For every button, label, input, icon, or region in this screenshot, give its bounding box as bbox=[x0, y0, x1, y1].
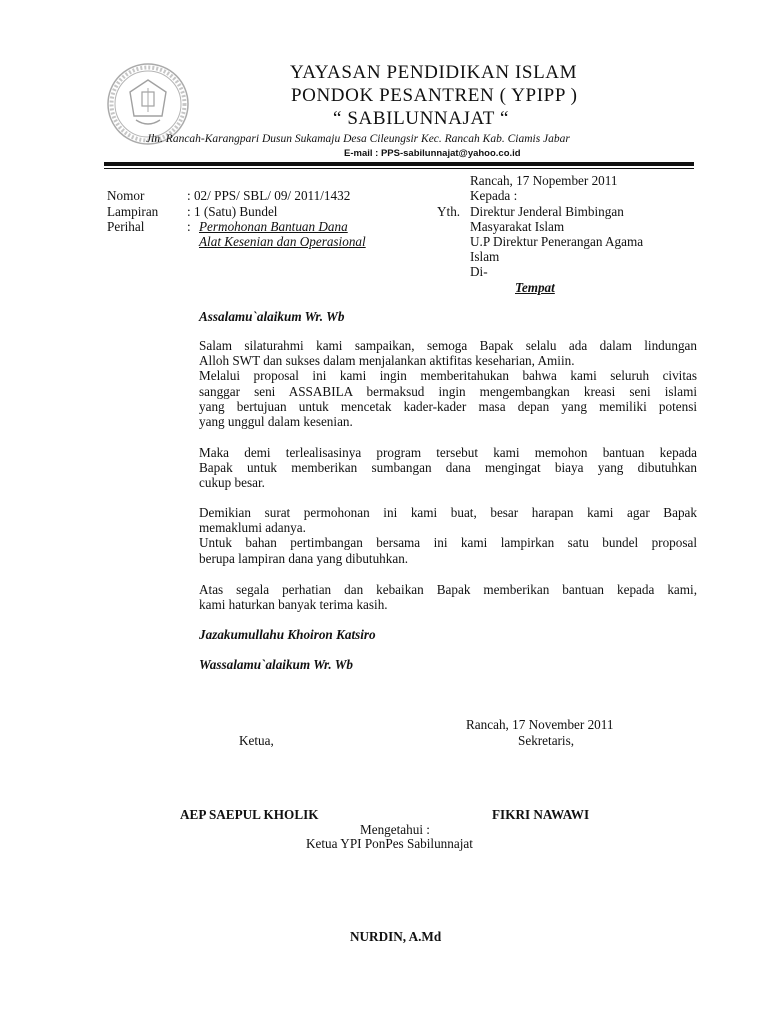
signature-date: Rancah, 17 November 2011 bbox=[466, 717, 614, 732]
org-name-line3: “ SABILUNNAJAT “ bbox=[333, 108, 510, 129]
nomor-label: Nomor bbox=[107, 188, 145, 203]
lampiran-label: Lampiran bbox=[107, 204, 159, 219]
body-line: memaklumi adanya. bbox=[199, 520, 306, 536]
recipient-place: Tempat bbox=[515, 280, 555, 295]
recipient-line4: Islam bbox=[470, 249, 500, 264]
body-line: Untuk bahan pertimbangan bersama ini kami lampirkan satu bundel proposal bbox=[199, 535, 697, 551]
recipient-kepada: Kepada : bbox=[470, 188, 518, 203]
ketua-label: Ketua, bbox=[239, 733, 274, 748]
body-line: Alloh SWT dan sukses dalam menjalankan aktifitas keseharian, Amiin. bbox=[199, 353, 575, 369]
header-rule-thick bbox=[104, 162, 694, 166]
body-line: Maka demi terlealisasinya program tersebut kami memohon bantuan kepada bbox=[199, 445, 697, 460]
body-line: Atas segala perhatian dan kebaikan Bapak memberikan bantuan kepada kami, bbox=[199, 582, 697, 597]
body-line: Salam silaturahmi kami sampaikan, semoga Bapak selalu ada dalam lindungan bbox=[199, 338, 697, 353]
recipient-line5: Di- bbox=[470, 264, 488, 279]
perihal-line2: Alat Kesenian dan Operasional bbox=[199, 234, 366, 249]
perihal-label: Perihal bbox=[107, 219, 145, 234]
org-name-line1: YAYASAN PENDIDIKAN ISLAM bbox=[290, 62, 578, 83]
recipient-line3: U.P Direktur Penerangan Agama bbox=[470, 234, 644, 249]
org-name-line2: PONDOK PESANTREN ( YPIPP ) bbox=[291, 85, 578, 106]
paragraph-6 bbox=[199, 582, 697, 612]
org-email: E-mail : PPS-sabilunnajat@yahoo.co.id bbox=[344, 148, 521, 159]
sekretaris-name: FIKRI NAWAWI bbox=[492, 807, 590, 822]
body-line: yang bertujuan untuk mencetak kader-kader masa depan yang memiliki potensi bbox=[199, 398, 697, 414]
body-line: berupa lampiran dana yang dibutuhkan. bbox=[199, 550, 409, 566]
recipient-line2: Masyarakat Islam bbox=[470, 219, 565, 234]
paragraph-1-2 bbox=[199, 338, 697, 429]
body-line: kami haturkan banyak terima kasih. bbox=[199, 597, 388, 613]
body-line: sanggar seni ASSABILA bermaksud ingin mengembangkan kreasi seni islami bbox=[199, 383, 697, 399]
closing-salutation: Wassalamu`alaikum Wr. Wb bbox=[199, 657, 354, 672]
sekretaris-label: Sekretaris, bbox=[518, 733, 575, 748]
body-line: Melalui proposal ini kami ingin memberitahukan bahwa kami seluruh civitas bbox=[199, 368, 697, 384]
ketua-ypi-name: NURDIN, A.Md bbox=[350, 929, 442, 944]
body-line: cukup besar. bbox=[199, 475, 265, 491]
lampiran-value: : 1 (Satu) Bundel bbox=[187, 204, 278, 219]
closing-prayer: Jazakumullahu Khoiron Katsiro bbox=[199, 627, 376, 642]
paragraph-4-5 bbox=[199, 505, 697, 566]
perihal-colon: : bbox=[187, 219, 191, 234]
ketua-ypi-label: Ketua YPI PonPes Sabilunnajat bbox=[306, 836, 473, 851]
recipient-yth: Yth. bbox=[437, 204, 461, 219]
body-line: yang unggul dalam kesenian. bbox=[199, 414, 353, 430]
body-line: Bapak untuk memberikan sumbangan dana mengingat biaya yang dibutuhkan bbox=[199, 460, 697, 476]
org-address: Jln. Rancah-Karangpari Dusun Sukamaju Desa Cileungsir Kec. Rancah Kab. Ciamis Jabar bbox=[146, 133, 570, 145]
letter-date: Rancah, 17 Nopember 2011 bbox=[470, 173, 618, 188]
body-line: Demikian surat permohonan ini kami buat, besar harapan kami agar Bapak bbox=[199, 505, 697, 520]
mengetahui-label: Mengetahui : bbox=[360, 822, 430, 837]
paragraph-3 bbox=[199, 445, 697, 491]
recipient-line1: Direktur Jenderal Bimbingan bbox=[470, 204, 624, 219]
nomor-value: : 02/ PPS/ SBL/ 09/ 2011/1432 bbox=[187, 188, 351, 203]
greeting: Assalamu`alaikum Wr. Wb bbox=[199, 309, 345, 324]
perihal-line1: Permohonan Bantuan Dana bbox=[199, 219, 348, 234]
ketua-name: AEP SAEPUL KHOLIK bbox=[180, 807, 319, 822]
header-rule-thin bbox=[104, 168, 694, 169]
